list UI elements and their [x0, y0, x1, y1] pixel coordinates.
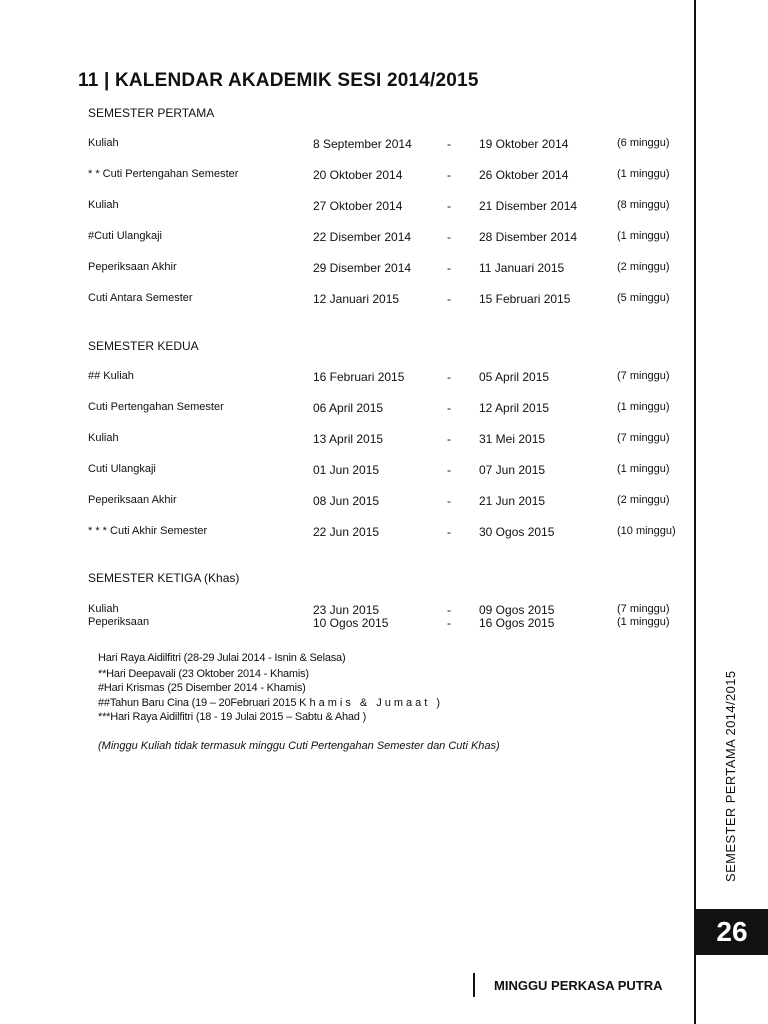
end-date-cell: 21 Disember 2014 [479, 199, 578, 213]
activity-cell: Kuliah [88, 603, 119, 615]
activity-cell: ## Kuliah [88, 370, 134, 382]
start-date-cell: 13 April 2015 [313, 432, 384, 446]
end-date-cell: 12 April 2015 [479, 401, 550, 415]
end-date-cell: 19 Oktober 2014 [479, 137, 569, 151]
activity-cell: Cuti Antara Semester [88, 292, 193, 304]
start-date-cell: 20 Oktober 2014 [313, 168, 403, 182]
duration-cell: (6 minggu) [617, 137, 670, 149]
duration-cell: (1 minggu) [617, 463, 670, 475]
semester-2-heading: SEMESTER KEDUA [88, 339, 199, 353]
start-date-cell: 10 Ogos 2015 [313, 616, 389, 630]
end-date-cell: 11 Januari 2015 [479, 261, 565, 275]
duration-cell: (1 minggu) [617, 230, 670, 242]
end-date-cell: 28 Disember 2014 [479, 230, 578, 244]
duration-cell: (7 minggu) [617, 432, 670, 444]
dash-cell: - [447, 603, 451, 617]
activity-cell: #Cuti Ulangkaji [88, 230, 162, 242]
dash-cell: - [447, 401, 451, 415]
duration-cell: (7 minggu) [617, 603, 670, 615]
end-date-cell: 16 Ogos 2015 [479, 616, 555, 630]
dash-cell: - [447, 616, 451, 630]
start-date-cell: 12 Januari 2015 [313, 292, 400, 306]
holiday-note: **Hari Deepavali (23 Oktober 2014 - Khamis) [98, 668, 309, 680]
dash-cell: - [447, 261, 451, 275]
footnote: (Minggu Kuliah tidak termasuk minggu Cuti Pertengahan Semester dan Cuti Khas) [98, 740, 500, 752]
page-title: 11 | KALENDAR AKADEMIK SESI 2014/2015 [78, 70, 479, 91]
start-date-cell: 16 Februari 2015 [313, 370, 405, 384]
activity-cell: Kuliah [88, 199, 119, 211]
holiday-note-days: Khamis & Jumaat ) [299, 697, 444, 709]
dash-cell: - [447, 292, 451, 306]
start-date-cell: 08 Jun 2015 [313, 494, 380, 508]
dash-cell: - [447, 463, 451, 477]
duration-cell: (8 minggu) [617, 199, 670, 211]
footer-label: MINGGU PERKASA PUTRA [494, 978, 663, 993]
holiday-note [98, 697, 443, 709]
holiday-note: #Hari Krismas (25 Disember 2014 - Khamis) [98, 682, 306, 694]
end-date-cell: 15 Februari 2015 [479, 292, 571, 306]
dash-cell: - [447, 494, 451, 508]
end-date-cell: 26 Oktober 2014 [479, 168, 569, 182]
end-date-cell: 05 April 2015 [479, 370, 550, 384]
semester-1-heading: SEMESTER PERTAMA [88, 106, 215, 120]
duration-cell: (2 minggu) [617, 494, 670, 506]
end-date-cell: 21 Jun 2015 [479, 494, 546, 508]
end-date-cell: 09 Ogos 2015 [479, 603, 555, 617]
footer-rule [473, 973, 475, 997]
start-date-cell: 22 Jun 2015 [313, 525, 380, 539]
sidebar-section-label: SEMESTER PERTAMA 2014/2015 [723, 670, 738, 882]
activity-cell: Peperiksaan Akhir [88, 261, 177, 273]
end-date-cell: 31 Mei 2015 [479, 432, 546, 446]
holiday-note: Hari Raya Aidilfitri (28-29 Julai 2014 - Isnin & Selasa) [98, 652, 346, 664]
dash-cell: - [447, 230, 451, 244]
duration-cell: (10 minggu) [617, 525, 676, 537]
page-edge-rule [694, 0, 696, 1024]
dash-cell: - [447, 370, 451, 384]
dash-cell: - [447, 199, 451, 213]
activity-cell: * * Cuti Pertengahan Semester [88, 168, 239, 180]
activity-cell: Peperiksaan [88, 616, 150, 628]
dash-cell: - [447, 168, 451, 182]
activity-cell: Cuti Ulangkaji [88, 463, 156, 475]
duration-cell: (1 minggu) [617, 616, 670, 628]
duration-cell: (1 minggu) [617, 168, 670, 180]
activity-cell: Peperiksaan Akhir [88, 494, 177, 506]
start-date-cell: 01 Jun 2015 [313, 463, 380, 477]
dash-cell: - [447, 432, 451, 446]
start-date-cell: 22 Disember 2014 [313, 230, 412, 244]
start-date-cell: 23 Jun 2015 [313, 603, 380, 617]
duration-cell: (2 minggu) [617, 261, 670, 273]
activity-cell: * * * Cuti Akhir Semester [88, 525, 208, 537]
page-number: 26 [696, 909, 768, 955]
duration-cell: (1 minggu) [617, 401, 670, 413]
duration-cell: (5 minggu) [617, 292, 670, 304]
start-date-cell: 27 Oktober 2014 [313, 199, 403, 213]
duration-cell: (7 minggu) [617, 370, 670, 382]
start-date-cell: 06 April 2015 [313, 401, 384, 415]
end-date-cell: 30 Ogos 2015 [479, 525, 555, 539]
dash-cell: - [447, 137, 451, 151]
start-date-cell: 8 September 2014 [313, 137, 412, 151]
activity-cell: Cuti Pertengahan Semester [88, 401, 224, 413]
dash-cell: - [447, 525, 451, 539]
end-date-cell: 07 Jun 2015 [479, 463, 546, 477]
activity-cell: Kuliah [88, 137, 119, 149]
semester-3-heading: SEMESTER KETIGA (Khas) [88, 571, 240, 585]
holiday-note: ***Hari Raya Aidilfitri (18 - 19 Julai 2015 – Sabtu & Ahad ) [98, 711, 367, 723]
holiday-note-text: ##Tahun Baru Cina (19 – 20Februari 2015 [98, 697, 300, 709]
start-date-cell: 29 Disember 2014 [313, 261, 412, 275]
activity-cell: Kuliah [88, 432, 119, 444]
